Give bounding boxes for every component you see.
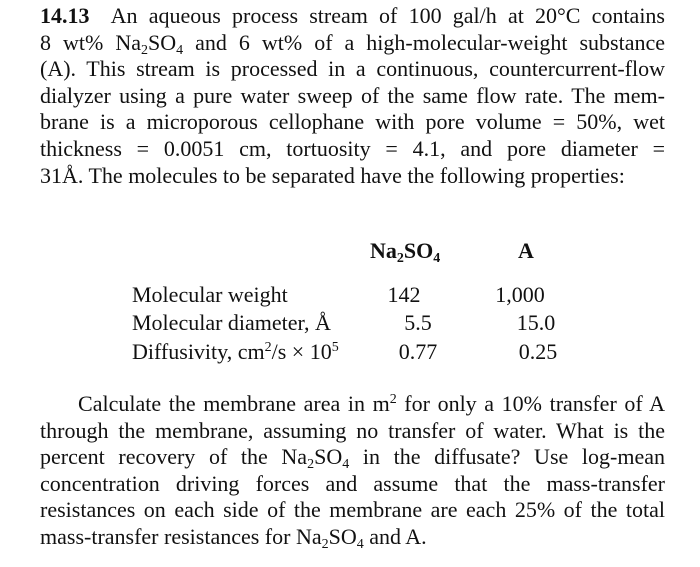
problem-line-5: brane is a microporous cellophane with pore volume = 50%, wet [40, 109, 665, 135]
table-row [132, 310, 582, 336]
row-label: Diffusivity, $cm^2/s \times 10^5$ [132, 339, 339, 364]
question-line-3: percent recovery of the $Na_2SO_4$ in the diffusate? Use log-mean [40, 444, 665, 473]
cell-a: 0.25 [518, 339, 558, 364]
question-line-5: resistances on each side of the membrane are each 25% of the total [40, 497, 665, 523]
row-label: Molecular weight [132, 282, 288, 307]
cell-a: 15.0 [516, 310, 556, 335]
question-line-4: concentration driving forces and assume that the mass-transfer [40, 470, 665, 496]
problem-line-2: 8 wt% $Na_2SO_4$ and 6 wt% of a high-molecular-weight substance [40, 29, 665, 58]
question-line-2: through the membrane, assuming no transfer of water. What is the [40, 417, 665, 443]
question-paragraph [40, 391, 665, 551]
column-header-a: A [518, 238, 534, 263]
table-row [132, 282, 582, 308]
question-line-1: Calculate the membrane area in $m^2$ for only a 10% transfer of A [40, 391, 665, 416]
cell-na2so4: 0.77 [398, 339, 438, 364]
column-header-na2so4: $Na_2SO_4$ [370, 238, 441, 266]
question-line-6: mass-transfer resistances for $Na_2SO_4$ and A. [40, 523, 427, 552]
problem-line-7: 31Å. The molecules to be separated have the following properties: [40, 162, 625, 188]
problem-line-4: dialyzer using a pure water sweep of the same flow rate. The mem- [40, 82, 665, 108]
problem-line-1: 14.13 An aqueous process stream of 100 gal/h at 20°C contains [40, 3, 665, 28]
cell-na2so4: 5.5 [404, 310, 432, 335]
problem-line-3: (A). This stream is processed in a continuous, countercurrent-flow [40, 56, 665, 82]
cell-a: 1,000 [495, 282, 545, 307]
problem-statement [40, 3, 665, 189]
cell-na2so4: 142 [387, 282, 421, 307]
row-label: Molecular diameter, Å [132, 310, 331, 335]
table-row [132, 339, 582, 365]
problem-line-6: thickness = 0.0051 cm, tortuosity = 4.1, and pore diameter = [40, 135, 665, 161]
problem-number: 14.13 [40, 3, 90, 28]
